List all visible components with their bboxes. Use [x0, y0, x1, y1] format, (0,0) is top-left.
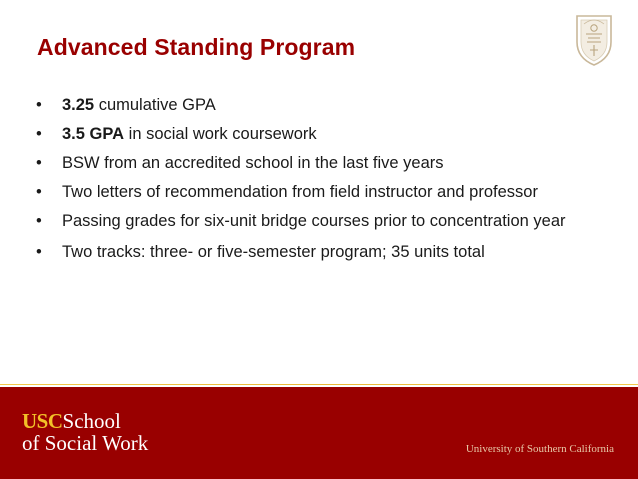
- footer-divider: [0, 384, 638, 385]
- bullet-emphasis: 3.25: [62, 96, 95, 114]
- list-item: [36, 179, 636, 206]
- slide-title: Advanced Standing Program: [37, 34, 356, 60]
- list-item: [36, 211, 622, 232]
- list-item: [36, 150, 636, 177]
- bullet-emphasis: 3.5 GPA: [62, 125, 125, 143]
- footer-bar: [0, 387, 638, 479]
- logo-line-1: [22, 410, 148, 432]
- bullet-text: Two letters of recommendation from field instructor and professor: [62, 183, 538, 201]
- bullet-marker: •: [36, 212, 42, 230]
- list-item: [36, 121, 636, 148]
- list-item: [36, 92, 636, 119]
- school-logo: [22, 410, 148, 454]
- logo-school: School: [62, 409, 121, 433]
- logo-line-2: of Social Work: [22, 431, 149, 455]
- bullet-marker: •: [36, 96, 42, 114]
- list-item: [36, 239, 636, 266]
- logo-usc: USC: [22, 409, 63, 433]
- bullet-list: [36, 92, 636, 268]
- bullet-marker: •: [36, 183, 42, 201]
- bullet-text: Passing grades for six-unit bridge courses prior to concentration year: [62, 212, 566, 230]
- bullet-text: Two tracks: three- or five-semester program; 35 units total: [62, 243, 485, 261]
- usc-seal-icon: [573, 12, 615, 68]
- bullet-marker: •: [36, 125, 42, 143]
- bullet-text: cumulative GPA: [94, 96, 216, 114]
- university-name: University of Southern California: [465, 443, 614, 455]
- bullet-text: in social work coursework: [124, 125, 317, 143]
- bullet-marker: •: [36, 154, 42, 172]
- bullet-marker: •: [36, 243, 42, 261]
- bullet-text: BSW from an accredited school in the last five years: [62, 154, 444, 172]
